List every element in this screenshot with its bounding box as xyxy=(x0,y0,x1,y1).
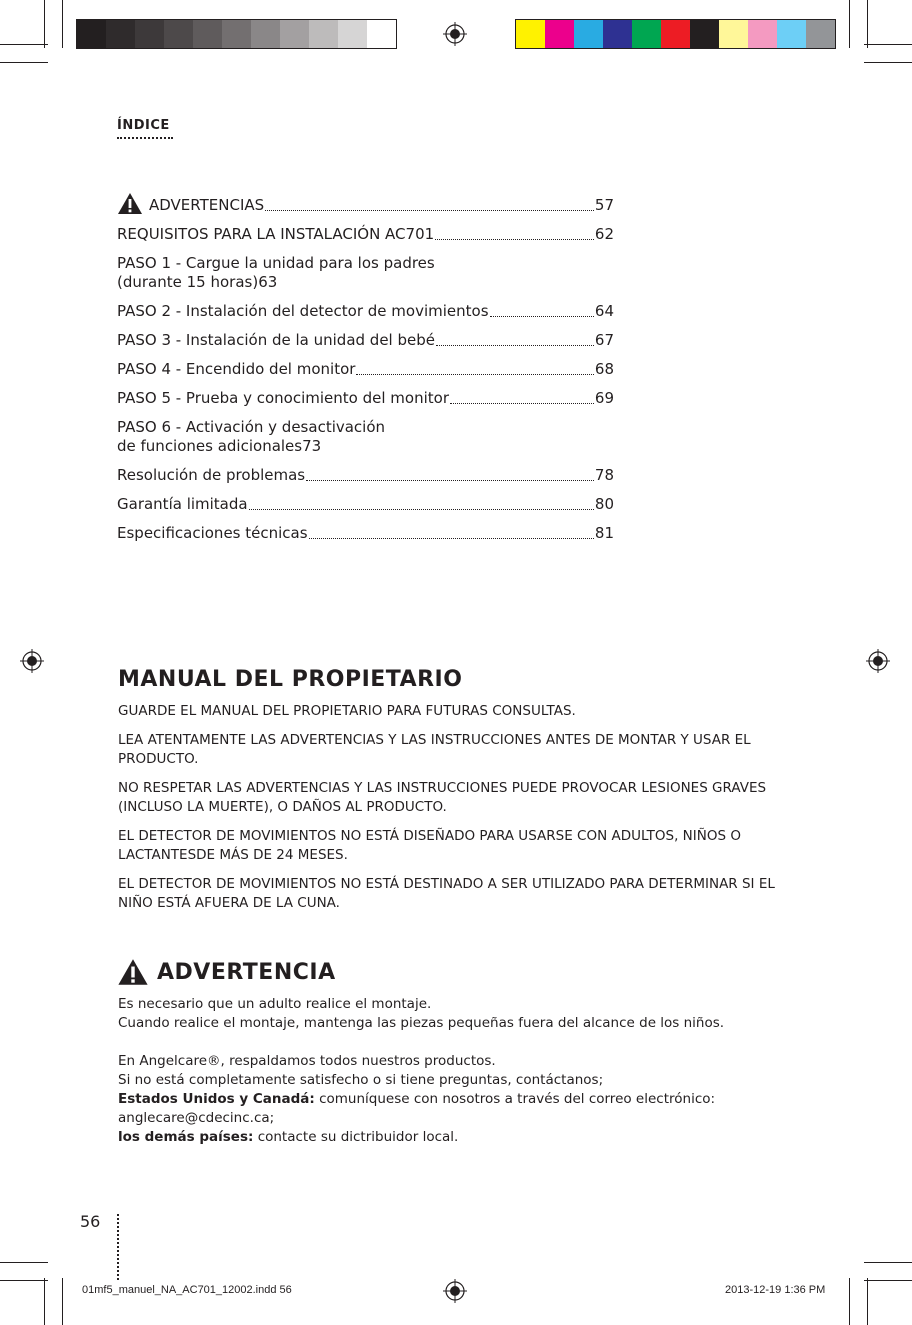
toc-entry-requisitos[interactable] xyxy=(117,225,614,244)
toc-entry-paso-5[interactable] xyxy=(117,389,614,408)
toc-entry-resolucion[interactable] xyxy=(117,466,614,485)
warning-icon xyxy=(117,192,143,215)
toc-leader xyxy=(265,210,594,211)
crop-mark xyxy=(864,1262,912,1263)
color-swatch xyxy=(806,20,835,48)
crop-mark xyxy=(864,1280,912,1281)
table-of-contents xyxy=(117,192,614,553)
toc-entry-label: Garantía limitada xyxy=(117,495,248,513)
toc-leader xyxy=(450,403,594,404)
footer-date: 2013-12-19 1:36 PM xyxy=(725,1284,826,1296)
contact-text: contacte su dictribuidor local. xyxy=(253,1129,459,1145)
toc-entry-label: PASO 2 - Instalación del detector de movimientos xyxy=(117,302,489,320)
crop-mark xyxy=(0,62,48,63)
toc-page-number: 64 xyxy=(594,302,614,320)
index-dotted-rule xyxy=(117,137,173,139)
color-swatch xyxy=(632,20,661,48)
toc-entry-paso-2[interactable] xyxy=(117,302,614,321)
footer-file-name: 01mf5_manuel_NA_AC701_12002.indd 56 xyxy=(82,1284,292,1296)
warning-line: Cuando realice el montaje, mantenga las piezas pequeñas fuera del alcance de los niños. xyxy=(118,1015,725,1031)
manual-title: MANUAL DEL PROPIETARIO xyxy=(118,667,463,692)
contact-label: los demás países: xyxy=(118,1129,254,1145)
warning-icon xyxy=(117,958,149,986)
color-swatch xyxy=(777,20,806,48)
spacer xyxy=(118,1033,808,1052)
toc-page-number: 62 xyxy=(594,225,614,243)
crop-mark xyxy=(44,1278,45,1325)
color-swatch xyxy=(251,20,280,48)
color-swatch xyxy=(280,20,309,48)
toc-page-number: 63 xyxy=(258,273,278,291)
toc-page-number: 67 xyxy=(594,331,614,349)
registration-mark-icon xyxy=(866,649,890,673)
crop-mark xyxy=(44,0,45,48)
crop-mark xyxy=(864,44,912,45)
toc-entry-label-cont: (durante 15 horas) xyxy=(117,273,259,291)
contact-us-canada xyxy=(118,1090,808,1109)
warning-line: En Angelcare®, respaldamos todos nuestros productos. xyxy=(118,1053,496,1069)
color-swatch xyxy=(77,20,106,48)
color-swatch xyxy=(516,20,545,48)
toc-entry-label: ADVERTENCIAS xyxy=(149,196,265,214)
toc-entry-garantia[interactable] xyxy=(117,495,614,514)
color-swatch xyxy=(338,20,367,48)
contact-other xyxy=(118,1128,808,1147)
warning-title: ADVERTENCIA xyxy=(157,959,336,985)
toc-leader xyxy=(356,374,593,375)
color-swatch xyxy=(106,20,135,48)
color-swatch xyxy=(309,20,338,48)
page-number: 56 xyxy=(80,1212,101,1231)
color-swatch xyxy=(193,20,222,48)
contact-text: comuníquese con nosotros a través del correo electrónico: xyxy=(314,1091,716,1107)
toc-leader xyxy=(306,480,594,481)
toc-entry-label: PASO 4 - Encendido del monitor xyxy=(117,360,356,378)
toc-page-number: 69 xyxy=(594,389,614,407)
toc-page-number: 80 xyxy=(594,495,614,513)
crop-mark xyxy=(867,0,868,48)
toc-leader xyxy=(309,538,594,539)
toc-entry-paso-6[interactable] xyxy=(117,418,614,456)
color-swatch xyxy=(164,20,193,48)
toc-leader xyxy=(436,345,594,346)
color-swatch xyxy=(719,20,748,48)
registration-mark-icon xyxy=(443,1279,467,1303)
crop-mark xyxy=(0,44,48,45)
warning-line: Si no está completamente satisfecho o si tiene preguntas, contáctanos; xyxy=(118,1072,604,1088)
toc-page-number: 68 xyxy=(594,360,614,378)
toc-entry-label: PASO 3 - Instalación de la unidad del bebé xyxy=(117,331,435,349)
crop-mark xyxy=(62,1278,63,1325)
color-swatch xyxy=(748,20,777,48)
color-swatch xyxy=(135,20,164,48)
warning-line: Es necesario que un adulto realice el montaje. xyxy=(118,996,432,1012)
toc-entry-label: Resolución de problemas xyxy=(117,466,306,484)
toc-entry-label: Especificaciones técnicas xyxy=(117,524,308,542)
manual-paragraph: NO RESPETAR LAS ADVERTENCIAS Y LAS INSTRUCCIONES PUEDE PROVOCAR LESIONES GRAVES (INCLUSO LA MUERTE), O DAÑOS AL PRODUCTO. xyxy=(118,780,767,815)
toc-entry-paso-1[interactable] xyxy=(117,254,614,292)
toc-leader xyxy=(490,316,594,317)
manual-body xyxy=(118,702,778,923)
crop-mark xyxy=(0,1280,48,1281)
manual-paragraph: LEA ATENTAMENTE LAS ADVERTENCIAS Y LAS INSTRUCCIONES ANTES DE MONTAR Y USAR EL PRODUCTO. xyxy=(118,732,751,767)
warning-body xyxy=(118,995,808,1147)
manual-paragraph: EL DETECTOR DE MOVIMIENTOS NO ESTÁ DESTINADO A SER UTILIZADO PARA DETERMINAR SI EL NIÑO ESTÁ AFUERA DE LA CUNA. xyxy=(118,876,775,911)
toc-entry-label: PASO 1 - Cargue la unidad para los padres xyxy=(117,254,435,272)
registration-mark-icon xyxy=(443,22,467,46)
toc-entry-advertencias[interactable] xyxy=(117,192,614,215)
toc-entry-label: REQUISITOS PARA LA INSTALACIÓN AC701 xyxy=(117,225,435,243)
toc-entry-label: PASO 5 - Prueba y conocimiento del monitor xyxy=(117,389,449,407)
color-swatch xyxy=(661,20,690,48)
color-swatch xyxy=(367,20,396,48)
crop-mark xyxy=(867,1278,868,1325)
color-swatch xyxy=(603,20,632,48)
page-dotted-rule xyxy=(117,1214,119,1280)
crop-mark xyxy=(849,1278,850,1325)
contact-label: Estados Unidos y Canadá: xyxy=(118,1091,315,1107)
color-swatch xyxy=(690,20,719,48)
manual-paragraph: EL DETECTOR DE MOVIMIENTOS NO ESTÁ DISEÑADO PARA USARSE CON ADULTOS, NIÑOS O LACTANTESDE MÁS DE 24 MESES. xyxy=(118,828,741,863)
toc-entry-paso-3[interactable] xyxy=(117,331,614,350)
index-title: ÍNDICE xyxy=(117,118,170,133)
toc-leader xyxy=(249,509,594,510)
toc-entry-paso-4[interactable] xyxy=(117,360,614,379)
toc-page-number: 78 xyxy=(594,466,614,484)
toc-page-number: 73 xyxy=(302,437,322,455)
grayscale-bar xyxy=(76,19,397,49)
crop-mark xyxy=(62,0,63,48)
color-swatch xyxy=(222,20,251,48)
manual-paragraph: GUARDE EL MANUAL DEL PROPIETARIO PARA FUTURAS CONSULTAS. xyxy=(118,703,576,719)
toc-entry-especificaciones[interactable] xyxy=(117,524,614,543)
crop-mark xyxy=(0,1262,48,1263)
color-swatch xyxy=(545,20,574,48)
crop-mark xyxy=(864,62,912,63)
color-bar xyxy=(515,19,836,49)
toc-entry-label-cont: de funciones adicionales xyxy=(117,437,303,455)
toc-page-number: 81 xyxy=(594,524,614,542)
crop-mark xyxy=(849,0,850,48)
toc-leader xyxy=(435,239,594,240)
contact-email[interactable]: anglecare@cdecinc.ca; xyxy=(118,1110,275,1126)
color-swatch xyxy=(574,20,603,48)
warning-heading xyxy=(117,958,336,986)
toc-page-number: 57 xyxy=(594,196,614,214)
registration-mark-icon xyxy=(20,649,44,673)
toc-entry-label: PASO 6 - Activación y desactivación xyxy=(117,418,386,436)
